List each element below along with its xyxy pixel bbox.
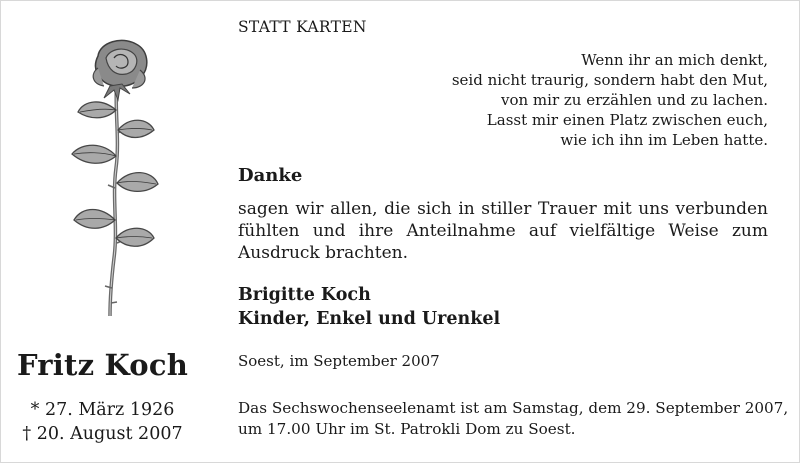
rose-icon — [60, 38, 170, 323]
poem-line: Wenn ihr an mich denkt, — [581, 51, 768, 69]
poem — [452, 50, 768, 150]
danke-heading: Danke — [238, 165, 303, 186]
signatories — [238, 283, 500, 331]
death-date: † 20. August 2007 — [22, 424, 183, 444]
deceased-name: Fritz Koch — [17, 348, 188, 382]
life-dates — [0, 398, 205, 446]
service-line: um 17.00 Uhr im St. Patrokli Dom zu Soest. — [238, 420, 576, 438]
poem-line: seid nicht traurig, sondern habt den Mut, — [451, 71, 768, 89]
poem-line: wie ich ihn im Leben hatte. — [560, 131, 768, 149]
thanks-paragraph: sagen wir allen, die sich in stiller Trauer mit uns verbunden fühlten und ihre Anteilnahme auf vielfältige Weise zum Ausdruck brachten. — [238, 199, 768, 263]
birth-date: * 27. März 1926 — [30, 400, 175, 420]
signatory-primary: Brigitte Koch — [238, 285, 371, 305]
poem-line: von mir zu erzählen und zu lachen. — [500, 91, 768, 109]
service-announcement — [238, 398, 789, 440]
signatory-family: Kinder, Enkel und Urenkel — [238, 309, 501, 329]
place-date: Soest, im September 2007 — [238, 352, 440, 370]
statt-karten-heading: STATT KARTEN — [238, 18, 367, 36]
poem-line: Lasst mir einen Platz zwischen euch, — [486, 111, 768, 129]
service-line: Das Sechswochenseelenamt ist am Samstag, dem 29. September 2007, — [238, 399, 789, 417]
